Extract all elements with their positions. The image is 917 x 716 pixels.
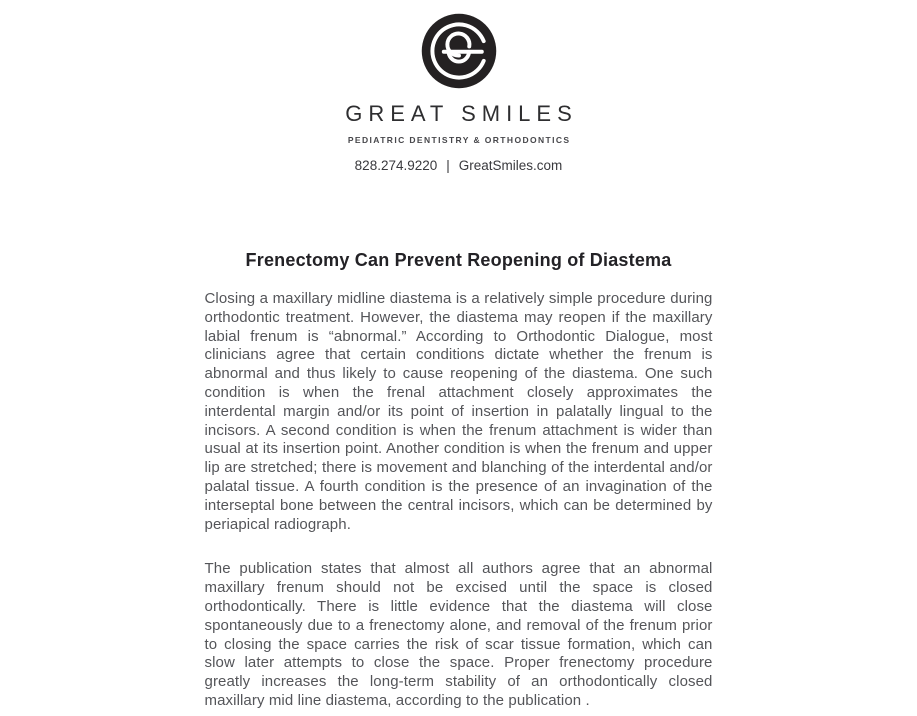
contact-separator: | [446,158,450,173]
masthead [0,0,917,174]
contact-line [0,158,917,174]
article-paragraph-2: The publication states that almost all authors agree that an abnormal maxillary frenum should not be excised until the space is closed orthodontically. There is little evidence that the diastema will close spontaneously due to a frenectomy alone, and removal of the frenum prior to closing the space carries the risk of scar tissue formation, which can slow later attempts to close the space. Proper frenectomy procedure greatly increases the long-term stability of an orthodontically closed maxillary mid line diastema, according to the publication . [204,560,713,709]
brand-name: GREAT SMILES [345,101,578,126]
website-url: GreatSmiles.com [458,158,563,173]
article [205,249,713,711]
article-title: Frenectomy Can Prevent Reopening of Diastema [245,250,672,270]
brand-tagline: PEDIATRIC DENTISTRY & ORTHODONTICS [347,135,571,145]
logo [0,13,917,89]
article-paragraph-1: Closing a maxillary midline diastema is a relatively simple procedure during orthodontic treatment. However, the diastema may reopen if the maxillary labial frenum is “abnormal.” According to Orthodontic Dialogue, most clinicians agree that certain conditions dictate whether the frenum is abnormal and thus likely to cause reopening of the diastema. One such condition is when the frenal attachment closely approximates the interdental margin and/or its point of insertion in palatally lingual to the incisors. A second condition is when the frenum attachment is wider than usual at its insertion point. Another condition is when the frenum and upper lip are stretched; there is movement and blanching of the interdental and/or palatal tissue. A fourth condition is the presence of an invagination of the interseptal bone between the central incisors, which can be determined by periapical radiograph. [204,290,713,533]
phone-number: 828.274.9220 [354,158,438,173]
gs-monogram-icon [421,76,497,93]
